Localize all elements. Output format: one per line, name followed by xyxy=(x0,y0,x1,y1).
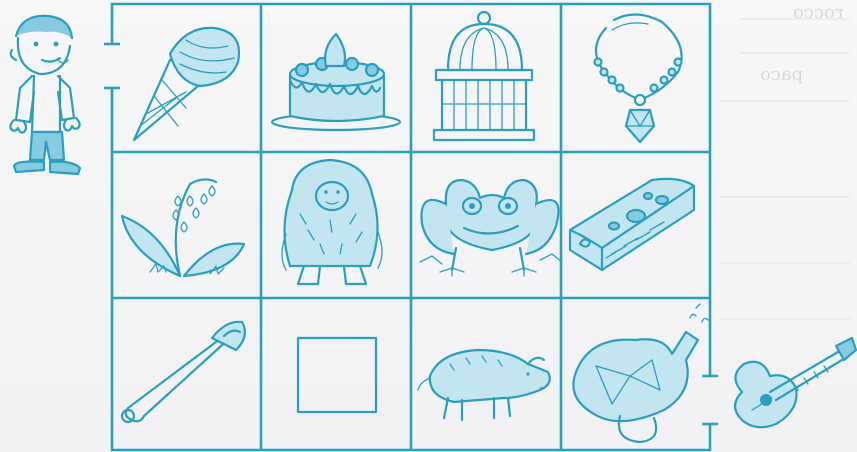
necklace-icon xyxy=(595,14,682,142)
bleed-through-text: rocco xyxy=(793,2,844,23)
frog-icon xyxy=(420,180,562,276)
birdcage-icon xyxy=(434,12,534,140)
boy-icon xyxy=(10,16,80,174)
ice-cream-cone-icon xyxy=(134,28,239,140)
empty-square-icon xyxy=(298,338,376,412)
ham-icon xyxy=(573,304,708,442)
safety-pin-icon xyxy=(122,322,245,422)
bleed-through-text: paco xyxy=(760,64,804,85)
cheese-icon xyxy=(570,179,694,270)
yeti-icon xyxy=(282,160,382,284)
guitar-icon xyxy=(735,338,856,427)
warthog-icon xyxy=(418,350,550,420)
lily-of-the-valley-icon xyxy=(122,179,244,276)
cake-icon xyxy=(272,34,400,130)
